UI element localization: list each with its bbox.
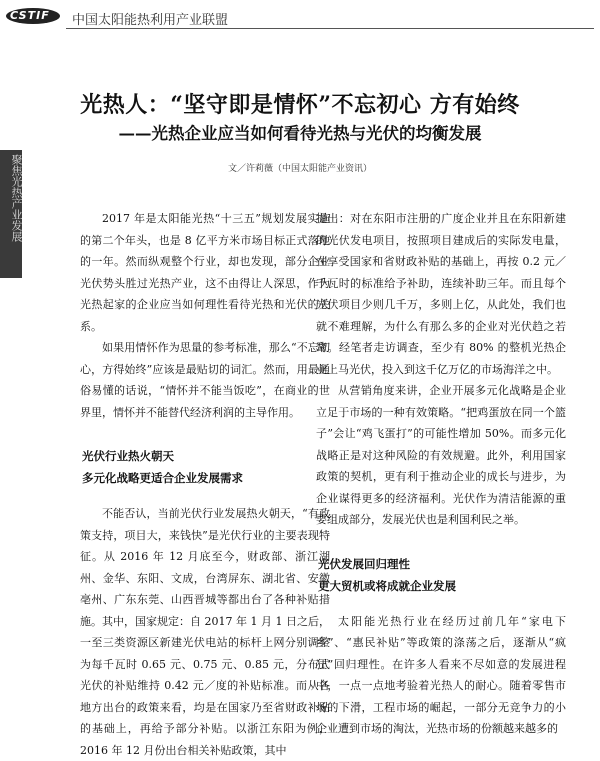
side-tab-label: 聚焦光热产业发展 (10, 154, 23, 242)
article-title: 光热人：“坚守即是情怀”不忘初心 方有始终 (80, 92, 520, 118)
header-title: 中国太阳能热利用产业联盟 (72, 13, 229, 28)
left-column (80, 208, 330, 761)
section-heading: 更大贸机或将成就企业发展 (318, 578, 456, 593)
section-heading: 光伏发展回归理性 (318, 556, 410, 571)
paragraph: 不能否认，当前光伏行业发展热火朝天，“有政策支持，项目大，来钱快”是光伏行业的主要表现特征。从 2016 年 12 月底至今，财政部、浙江湖州、金华、东阳、文成，台湾屏东、湖北省、安徽亳州、广东东莞、山西晋城等都出台了各种补贴措施。其中，国家规定：自 2017 年 1 月 1 日之后，一至三类资源区新建光伏电站的标杆上网分别调整为每千瓦时 0.65 元、0.75 元、0.85 元，分布式光伏的补贴维持 0.42 元／度的补贴标准。而从各地方出台的政策来看，均是在国家乃至省财政补贴的基础上，再给予部分补贴。以浙江东阳为例，2016 年 12 月份出台相关补贴政策，其中 (80, 507, 330, 757)
logo-text: CSTIF (10, 9, 50, 22)
right-column (316, 208, 566, 740)
paragraph: 从营销角度来讲，企业开展多元化战略是企业立足于市场的一种有效策略。“把鸡蛋放在同一个篮子”会让“鸡飞蛋打”的可能性增加 50%。而多元化战略正是对这种风险的有效规避。此外，利用国家政策的契机，更有利于推动企业的成长与进步，为企业谋得更多的经济福利。光伏作为清洁能源的重要组成部分，发展光伏也是利国利民之举。 (316, 384, 566, 526)
paragraph: 2017 年是太阳能光热“十三五”规划发展实施的第二个年头，也是 8 亿平方米市场目标正式落地的一年。然而纵观整个行业，却也发现，部分企业光伏势头胜过光热产业，这不由得让人深思，作为光热起家的企业应当如何理性看待光热和光伏的关系。 (80, 212, 330, 333)
paragraph: 提出：对在东阳市注册的广度企业并且在东阳新建的光伏发电项目，按照项目建成后的实际发电量，在享受国家和省财政补贴的基础上，再按 0.2 元／千瓦时的标准给予补助，连续补助三年。而且每个光伏项目少则几千万，多则上亿，从此处，我们也就不难理解，为什么有那么多的企业对光伏趋之若鹜。经笔者走访调查，至少有 80% 的整机光热企业上马光伏，投入到这千亿万亿的市场海洋之中。 (316, 212, 566, 376)
paragraph: 太阳能光热行业在经历过前几年“家电下乡”、“惠民补贴”等政策的涤荡之后，逐渐从“疯狂”回归理性。在许多人看来不尽如意的发展进程中，一点一点地考验着光热人的耐心。随着零售市场的下滑，工程市场的崛起，一部分无竞争力的小企业遭到市场的淘汰，光热市场的份额越来越多的 (316, 614, 566, 735)
alliance-logo (6, 6, 60, 28)
paragraph: 如果用情怀作为思量的参考标准，那么“不忘初心，方得始终”应该是最贴切的词汇。然而，用最通俗易懂的话说，“情怀并不能当饭吃”，在商业的世界里，情怀并不能替代经济利润的主导作用。 (80, 341, 330, 419)
section-heading: 光伏行业热火朝天 (82, 449, 174, 463)
section-heading: 多元化战略更适合企业发展需求 (82, 471, 243, 485)
article-byline: 文／许莉薇（中国太阳能产业资讯） (227, 164, 372, 174)
header-divider (66, 28, 594, 29)
article-subtitle: ——光热企业应当如何看待光热与光伏的均衡发展 (118, 124, 482, 143)
page-header (0, 0, 600, 32)
